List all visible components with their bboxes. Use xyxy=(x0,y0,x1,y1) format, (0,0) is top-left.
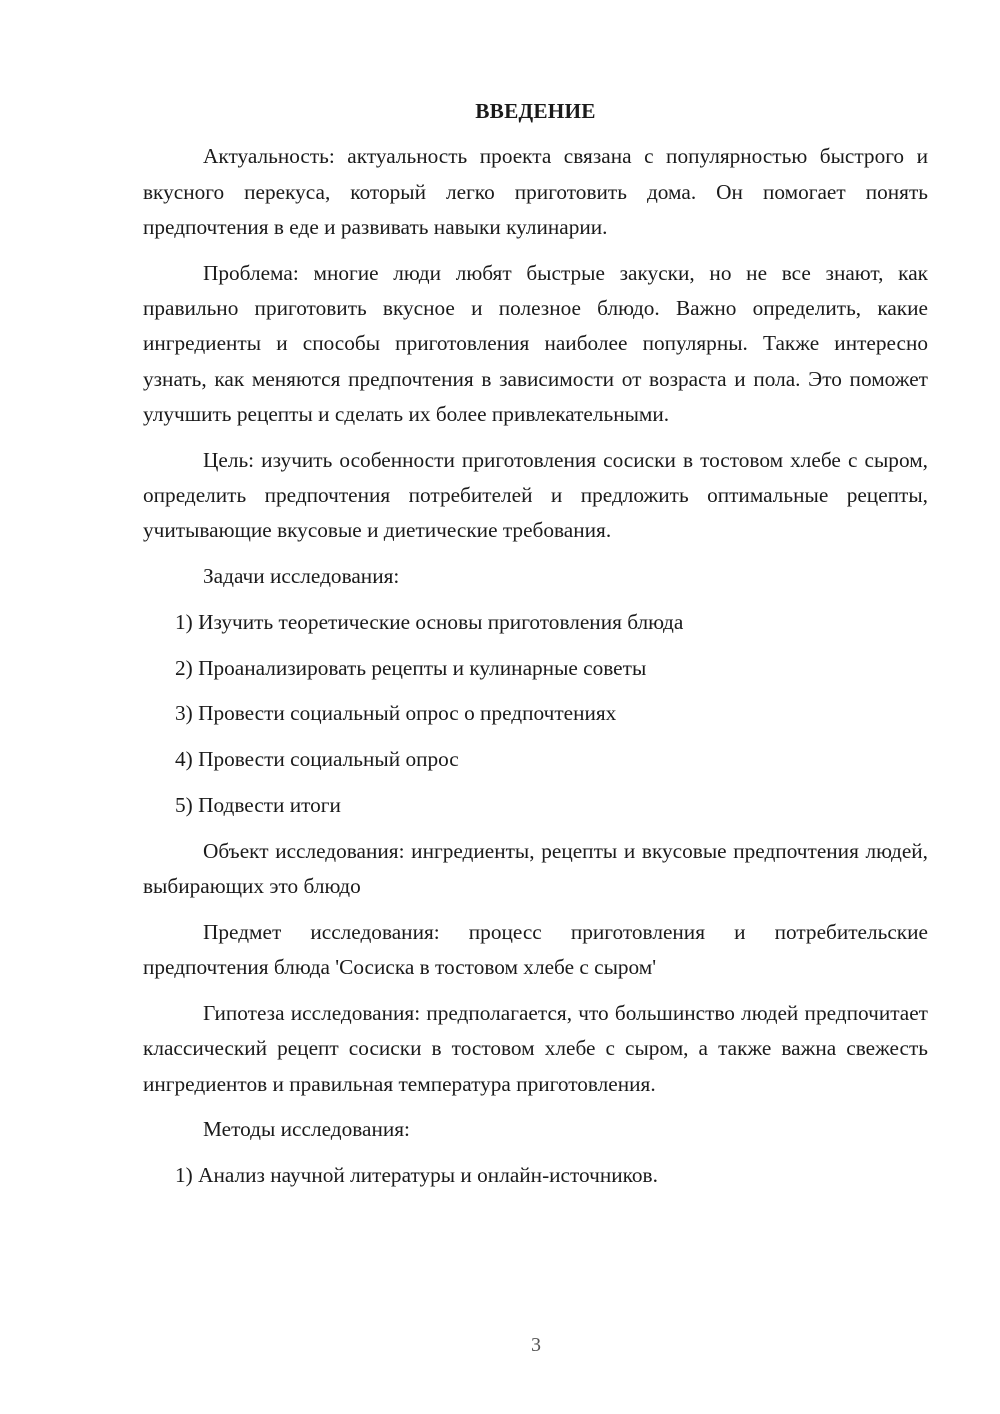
tasks-title: Задачи исследования: xyxy=(203,564,400,589)
page-number: 3 xyxy=(531,1334,541,1356)
section-heading: ВВЕДЕНИЕ xyxy=(475,99,596,123)
task-item-1: 1) Изучить теоретические основы приготовления блюда xyxy=(175,609,684,634)
paragraph-hypothesis: Гипотеза исследования: предполагается, что большинство людей предпочитает классический рецепт сосиски в тостовом хлебе с сыром, а также важна свежесть ингредиентов и правильная температура приготовления. xyxy=(143,1001,928,1096)
task-item-3: 3) Провести социальный опрос о предпочтениях xyxy=(175,701,617,726)
document-page xyxy=(143,94,928,1204)
paragraph-goal: Цель: изучить особенности приготовления сосиски в тостовом хлебе с сыром, определить предпочтения потребителей и предложить оптимальные рецепты, учитывающие вкусовые и диетические требования. xyxy=(143,447,928,543)
task-item-5: 5) Подвести итоги xyxy=(175,793,341,818)
method-item-1: 1) Анализ научной литературы и онлайн-источников. xyxy=(175,1163,658,1188)
paragraph-relevance: Актуальность: актуальность проекта связана с популярностью быстрого и вкусного перекуса, который легко приготовить дома. Он помогает понять предпочтения в еде и развивать навыки кулинарии. xyxy=(143,144,928,239)
paragraph-object: Объект исследования: ингредиенты, рецепты и вкусовые предпочтения людей, выбирающих это блюдо xyxy=(143,838,928,899)
task-item-2: 2) Проанализировать рецепты и кулинарные советы xyxy=(175,655,647,680)
paragraph-subject: Предмет исследования: процесс приготовления и потребительские предпочтения блюда 'Сосиска в тостовом хлебе с сыром' xyxy=(143,919,928,980)
task-item-4: 4) Провести социальный опрос xyxy=(175,747,459,772)
paragraph-problem: Проблема: многие люди любят быстрые закуски, но не все знают, как правильно приготовить вкусное и полезное блюдо. Важно определить, какие ингредиенты и способы приготовления наиболее популярны. Также интересно узнать, как меняются предпочтения в зависимости от возраста и пола. Это поможет улучшить рецепты и сделать их более привлекательными. xyxy=(143,260,928,426)
methods-title: Методы исследования: xyxy=(203,1117,410,1142)
